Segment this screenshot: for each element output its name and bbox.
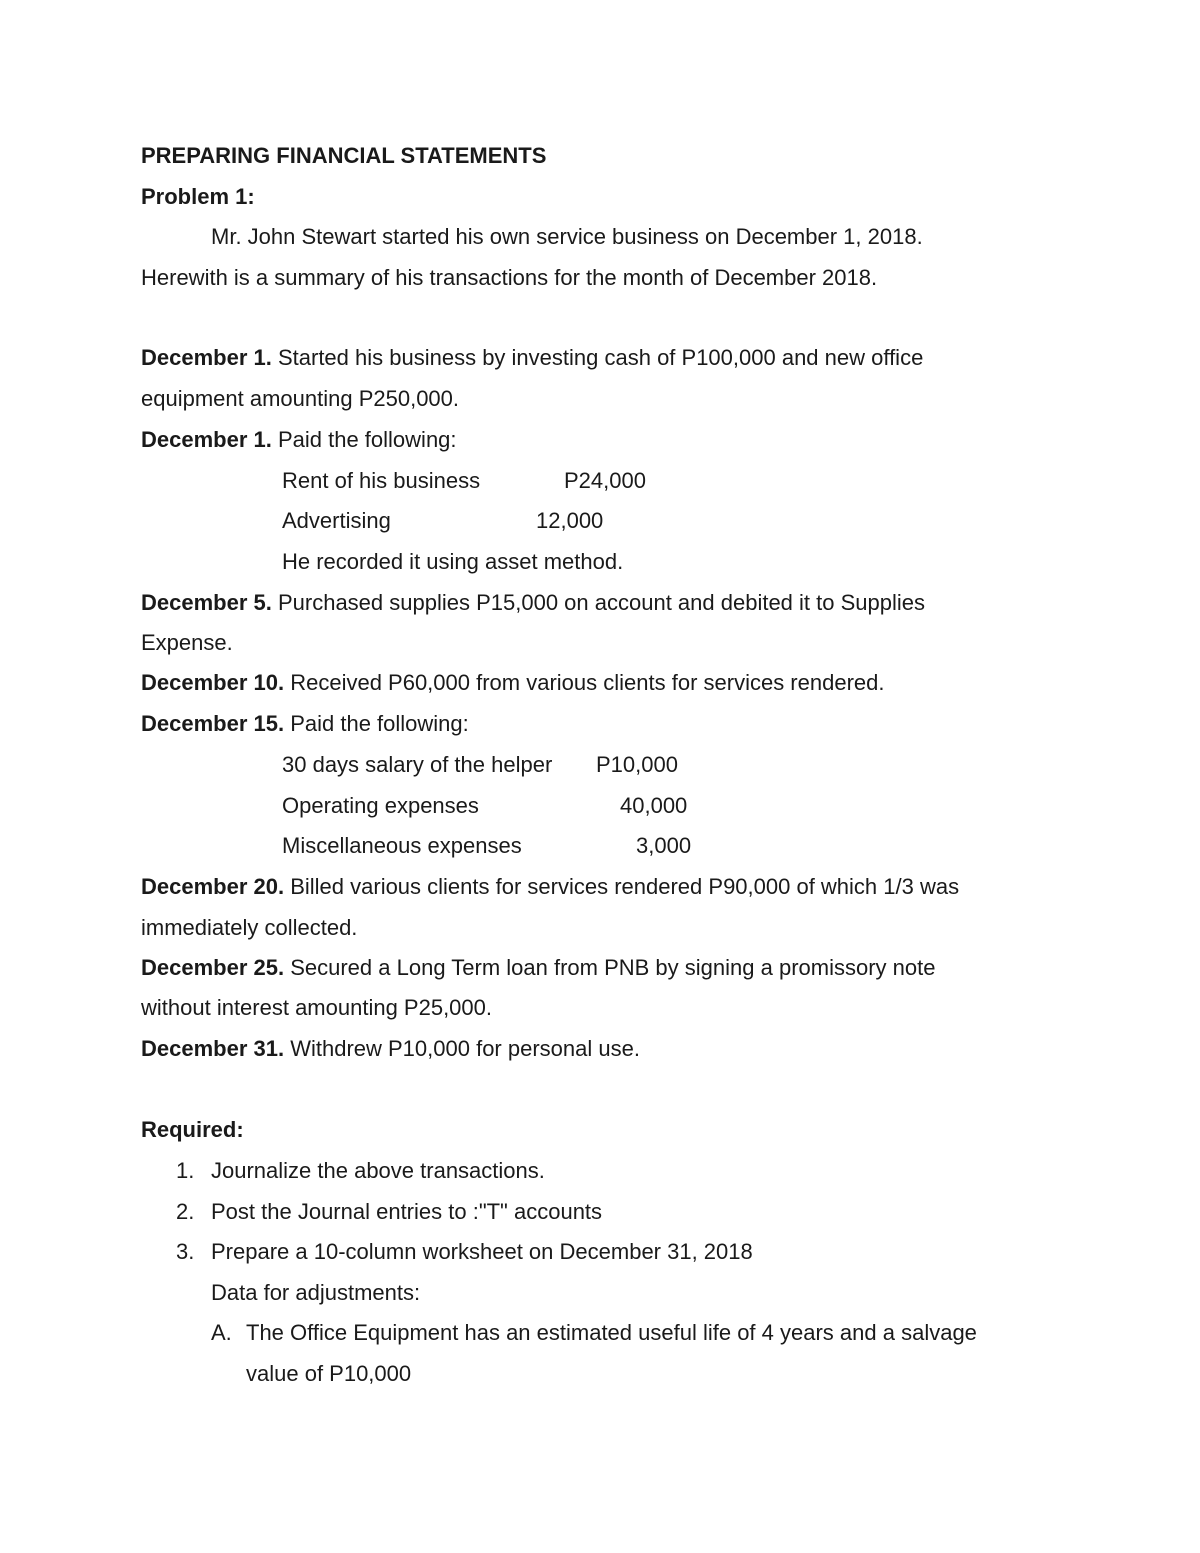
transaction-text-continued: Expense. [141,630,233,655]
payment-item-amount: 3,000 [636,833,692,858]
intro-line-2: Herewith is a summary of his transactions for the month of December 2018. [141,265,878,290]
transaction-text-continued: immediately collected. [141,915,358,940]
transaction-date: December 1. [141,427,272,452]
payment-note: He recorded it using asset method. [282,549,624,574]
required-item-text: Prepare a 10-column worksheet on December 31, 2018 [211,1239,753,1264]
transaction-date: December 15. [141,711,285,736]
adjustment-letter: A. [211,1320,232,1345]
payment-item-label: Rent of his business [282,468,481,493]
transaction-text: Secured a Long Term loan from PNB by signing a promissory note [284,955,936,980]
required-item-text: Post the Journal entries to :"T" accounts [211,1199,603,1224]
payment-item-label: Miscellaneous expenses [282,833,522,858]
transaction-text: Paid the following: [271,427,457,452]
transaction-text: Paid the following: [284,711,469,736]
transaction-dec-15 [141,711,469,737]
transaction-text: Started his business by investing cash of P100,000 and new office [271,345,924,370]
transaction-dec-5 [141,590,925,616]
required-item-number: 2. [176,1199,195,1224]
required-heading: Required: [141,1117,244,1142]
transaction-dec-1-payments [141,427,457,453]
transaction-text: Billed various clients for services rendered P90,000 of which 1/3 was [284,874,960,899]
payment-item-amount: 40,000 [620,793,688,818]
transaction-date: December 10. [141,670,285,695]
transaction-dec-20 [141,874,959,900]
adjustments-label: Data for adjustments: [211,1280,421,1305]
transaction-text: Withdrew P10,000 for personal use. [284,1036,640,1061]
payment-item-label: Operating expenses [282,793,479,818]
required-item-number: 1. [176,1158,195,1183]
payment-item-label: 30 days salary of the helper [282,752,553,777]
transaction-dec-10 [141,670,885,696]
problem-label: Problem 1: [141,184,255,209]
adjustment-text: The Office Equipment has an estimated useful life of 4 years and a salvage [246,1320,977,1345]
transaction-text: Purchased supplies P15,000 on account and debited it to Supplies [271,590,925,615]
intro-line-1: Mr. John Stewart started his own service business on December 1, 2018. [211,224,923,249]
payment-item-amount: 12,000 [536,508,604,533]
transaction-date: December 31. [141,1036,285,1061]
payment-item-amount: P24,000 [564,468,646,493]
transaction-date: December 1. [141,345,272,370]
transaction-text-continued: without interest amounting P25,000. [141,995,493,1020]
required-item-number: 3. [176,1239,195,1264]
transaction-date: December 5. [141,590,272,615]
payment-item-label: Advertising [282,508,391,533]
transaction-date: December 20. [141,874,285,899]
transaction-text-continued: equipment amounting P250,000. [141,386,460,411]
payment-item-amount: P10,000 [596,752,678,777]
transaction-dec-31 [141,1036,640,1062]
adjustment-text-continued: value of P10,000 [246,1361,412,1386]
transaction-date: December 25. [141,955,285,980]
transaction-text: Received P60,000 from various clients for services rendered. [284,670,885,695]
transaction-dec-25 [141,955,935,981]
transaction-dec-1-investment [141,345,923,371]
document-heading: PREPARING FINANCIAL STATEMENTS [141,143,547,168]
required-item-text: Journalize the above transactions. [211,1158,545,1183]
